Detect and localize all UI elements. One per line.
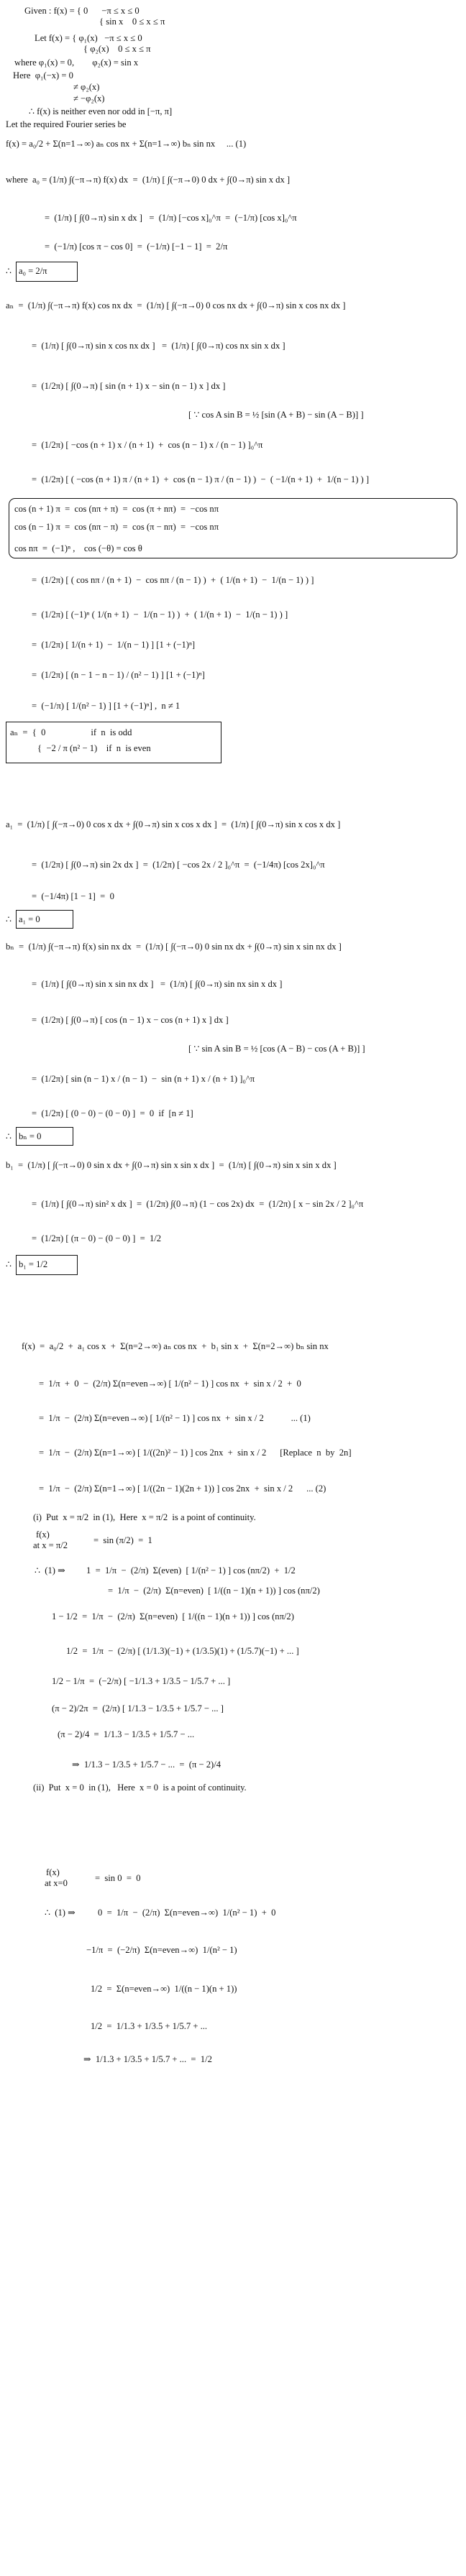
math-line: (ii) Put x = 0 in (1), Here x = 0 is a point of continuity.	[33, 1782, 247, 1793]
math-line: 1 = 1/π − (2/π) Σ(even) [ 1/(n² − 1) ] cos (nπ/2) + 1/2	[86, 1565, 296, 1576]
math-line: = (−1/4π) [1 − 1] = 0	[32, 891, 114, 901]
math-line: = (1/2π) [ ( cos nπ / (n + 1) − cos nπ / (n − 1) ) + ( 1/(n + 1) − 1/(n − 1) ) ]	[32, 575, 314, 585]
math-line: Here φ₁(−x) = 0	[13, 70, 73, 80]
math-line: { −2 / π (n² − 1) if n is even	[37, 743, 151, 753]
math-line: = (1/2π) [ sin (n − 1) x / (n − 1) − sin (n + 1) x / (n + 1) ]₀^π	[32, 1074, 255, 1084]
math-line: = (1/π) [ ∫(0→π) sin x cos nx dx ] = (1/π) [ ∫(0→π) cos nx sin x dx ]	[32, 341, 285, 351]
math-line: = (1/2π) [ ( −cos (n + 1) π / (n + 1) + cos (n − 1) π / (n − 1) ) − ( −1/(n + 1) + 1/(n − 1) ) ]	[32, 474, 370, 484]
math-line: = (1/π) [ ∫(0→π) sin² x dx ] = (1/2π) ∫(0→π) (1 − cos 2x) dx = (1/2π) [ x − sin 2x / 2 ]₀^π	[32, 1199, 364, 1209]
math-line: ∴ (1) ⇒	[45, 1908, 76, 1918]
math-line: = (−1/π) [cos π − cos 0] = (−1/π) [−1 − 1] = 2/π	[45, 242, 228, 252]
math-line: = (−1/π) [ 1/(n² − 1) ] [1 + (−1)ⁿ] , n ≠ 1	[32, 701, 181, 711]
math-line: ≠ −φ₂(x)	[73, 93, 105, 104]
math-line: 1/2 = 1/π − (2/π) [ (1/1.3)(−1) + (1/3.5)(1) + (1/5.7)(−1) + ... ]	[66, 1646, 299, 1656]
math-line: bₙ = (1/π) ∫(−π→π) f(x) sin nx dx = (1/π) [ ∫(−π→0) 0 sin nx dx + ∫(0→π) sin x sin nx dx ]	[6, 942, 342, 952]
math-line: = sin 0 = 0	[95, 1873, 141, 1883]
math-line: where φ₁(x) = 0, φ₂(x) = sin x	[14, 58, 139, 68]
math-line: = (1/2π) [ ∫(0→π) sin 2x dx ] = (1/2π) [ −cos 2x / 2 ]₀^π = (−1/4π) [cos 2x]₀^π	[32, 860, 325, 870]
math-line: ∴	[6, 1131, 12, 1141]
math-line: = (1/π) [ ∫(0→π) sin x dx ] = (1/π) [−cos x]₀^π = (−1/π) [cos x]₀^π	[45, 213, 297, 223]
math-line: ≠ φ₂(x)	[73, 82, 100, 92]
math-line: f(x) = a₀/2 + Σ(n=1→∞) aₙ cos nx + Σ(n=1→∞) bₙ sin nx ... (1)	[6, 139, 247, 149]
math-line: = (1/2π) [ ∫(0→π) [ cos (n − 1) x − cos (n + 1) x ] dx ]	[32, 1015, 229, 1025]
math-line: = (1/2π) [ (−1)ⁿ ( 1/(n + 1) − 1/(n − 1) ) + ( 1/(n + 1) − 1/(n − 1) ) ]	[32, 610, 288, 620]
math-line: [ ∵ sin A sin B = ½ [cos (A − B) − cos (A + B)] ]	[188, 1044, 365, 1054]
math-line: = 1/π − (2/π) Σ(n=1→∞) [ 1/((2n − 1)(2n + 1)) ] cos 2nx + sin x / 2 ... (2)	[39, 1484, 326, 1494]
math-line: { φ₂(x) 0 ≤ x ≤ π	[83, 44, 151, 54]
math-line: a₁ = (1/π) [ ∫(−π→0) 0 cos x dx + ∫(0→π) sin x cos x dx ] = (1/π) [ ∫(0→π) sin x cos x dx ]	[6, 819, 341, 829]
math-line: = (1/2π) [ (0 − 0) − (0 − 0) ] = 0 if [n ≠ 1]	[32, 1108, 193, 1118]
math-line: where a₀ = (1/π) ∫(−π→π) f(x) dx = (1/π) [ ∫(−π→0) 0 dx + ∫(0→π) sin x dx ]	[6, 175, 291, 185]
math-line: 0 = 1/π − (2/π) Σ(n=even→∞) 1/(n² − 1) + 0	[98, 1908, 276, 1918]
math-line: b₁ = (1/π) [ ∫(−π→0) 0 sin x dx + ∫(0→π) sin x sin x dx ] = (1/π) [ ∫(0→π) sin x sin x dx ]	[6, 1160, 337, 1170]
math-line: = (1/2π) [ 1/(n + 1) − 1/(n − 1) ] [1 + (−1)ⁿ]	[32, 640, 196, 650]
math-line: = (1/2π) [ (π − 0) − (0 − 0) ] = 1/2	[32, 1233, 162, 1243]
math-line: = (1/π) [ ∫(0→π) sin x sin nx dx ] = (1/π) [ ∫(0→π) sin nx sin x dx ]	[32, 979, 283, 989]
math-line: = 1/π + 0 − (2/π) Σ(n=even→∞) [ 1/(n² − 1) ] cos nx + sin x / 2 + 0	[39, 1379, 301, 1389]
math-line: 1/2 = Σ(n=even→∞) 1/((n − 1)(n + 1))	[91, 1984, 237, 1994]
math-line: = (1/2π) [ −cos (n + 1) x / (n + 1) + cos (n − 1) x / (n − 1) ]₀^π	[32, 440, 263, 450]
math-line: at x=0	[45, 1878, 68, 1888]
math-line: a₀ = 2/π	[19, 266, 47, 276]
math-line: 1/2 − 1/π = (−2/π) [ −1/1.3 + 1/3.5 − 1/5.7 + ... ]	[52, 1676, 231, 1686]
math-line: ∴	[6, 266, 12, 276]
math-line: bₙ = 0	[19, 1131, 42, 1141]
math-line: cos (n − 1) π = cos (nπ − π) = cos (π − nπ) = −cos nπ	[14, 522, 219, 532]
math-line: cos nπ = (−1)ⁿ , cos (−θ) = cos θ	[14, 543, 142, 553]
math-line: (π − 2)/4 = 1/1.3 − 1/3.5 + 1/5.7 − ...	[58, 1729, 195, 1739]
math-line: (i) Put x = π/2 in (1), Here x = π/2 is a point of continuity.	[33, 1512, 256, 1522]
math-line: aₙ = { 0 if n is odd	[10, 727, 132, 737]
math-line: = 1/π − (2/π) Σ(n=even) [ 1/((n − 1)(n + 1)) ] cos (nπ/2)	[108, 1586, 320, 1596]
math-line: = 1/π − (2/π) Σ(n=1→∞) [ 1/((2n)² − 1) ] cos 2nx + sin x / 2 [Replace n by 2n]	[39, 1448, 352, 1458]
math-line: ∴ f(x) is neither even nor odd in [−π, π]	[29, 106, 173, 116]
math-line: Given : f(x) = { 0 −π ≤ x ≤ 0	[24, 6, 140, 16]
math-line: a₁ = 0	[19, 914, 40, 924]
math-line: ∴	[6, 1259, 12, 1269]
math-line: f(x) = a₀/2 + a₁ cos x + Σ(n=2→∞) aₙ cos nx + b₁ sin x + Σ(n=2→∞) bₙ sin nx	[22, 1341, 329, 1351]
math-line: 1/2 = 1/1.3 + 1/3.5 + 1/5.7 + ...	[91, 2021, 208, 2031]
math-line: ∴	[6, 914, 12, 924]
math-line: Let the required Fourier series be	[6, 119, 127, 129]
math-line: (π − 2)/2π = (2/π) [ 1/1.3 − 1/3.5 + 1/5.7 − ... ]	[52, 1703, 224, 1714]
math-line: f(x)	[36, 1530, 50, 1540]
math-line: at x = π/2	[33, 1540, 68, 1550]
math-line: 1 − 1/2 = 1/π − (2/π) Σ(n=even) [ 1/((n − 1)(n + 1)) ] cos (nπ/2)	[52, 1611, 294, 1622]
math-line: = sin (π/2) = 1	[93, 1535, 152, 1545]
math-line: −1/π = (−2/π) Σ(n=even→∞) 1/(n² − 1)	[86, 1945, 237, 1955]
math-line: ⇒ 1/1.3 − 1/3.5 + 1/5.7 − ... = (π − 2)/4	[72, 1760, 221, 1770]
math-line: b₁ = 1/2	[19, 1259, 48, 1269]
math-line: = (1/2π) [ (n − 1 − n − 1) / (n² − 1) ] [1 + (−1)ⁿ]	[32, 670, 205, 680]
math-line: { sin x 0 ≤ x ≤ π	[99, 17, 165, 27]
math-line: Let f(x) = { φ₁(x) −π ≤ x ≤ 0	[35, 33, 142, 43]
math-line: aₙ = (1/π) ∫(−π→π) f(x) cos nx dx = (1/π) [ ∫(−π→0) 0 cos nx dx + ∫(0→π) sin x cos nx dx ]	[6, 300, 346, 310]
math-line: = 1/π − (2/π) Σ(n=even→∞) [ 1/(n² − 1) ] cos nx + sin x / 2 ... (1)	[39, 1413, 311, 1423]
math-line: = (1/2π) [ ∫(0→π) [ sin (n + 1) x − sin (n − 1) x ] dx ]	[32, 381, 226, 391]
math-line: ∴ (1) ⇒	[35, 1565, 65, 1576]
math-line: f(x)	[46, 1867, 60, 1877]
math-line: [ ∵ cos A sin B = ½ [sin (A + B) − sin (A − B)] ]	[188, 410, 364, 420]
math-line: cos (n + 1) π = cos (nπ + π) = cos (π + nπ) = −cos nπ	[14, 504, 219, 514]
math-line: ⇒ 1/1.3 + 1/3.5 + 1/5.7 + ... = 1/2	[83, 2054, 212, 2064]
